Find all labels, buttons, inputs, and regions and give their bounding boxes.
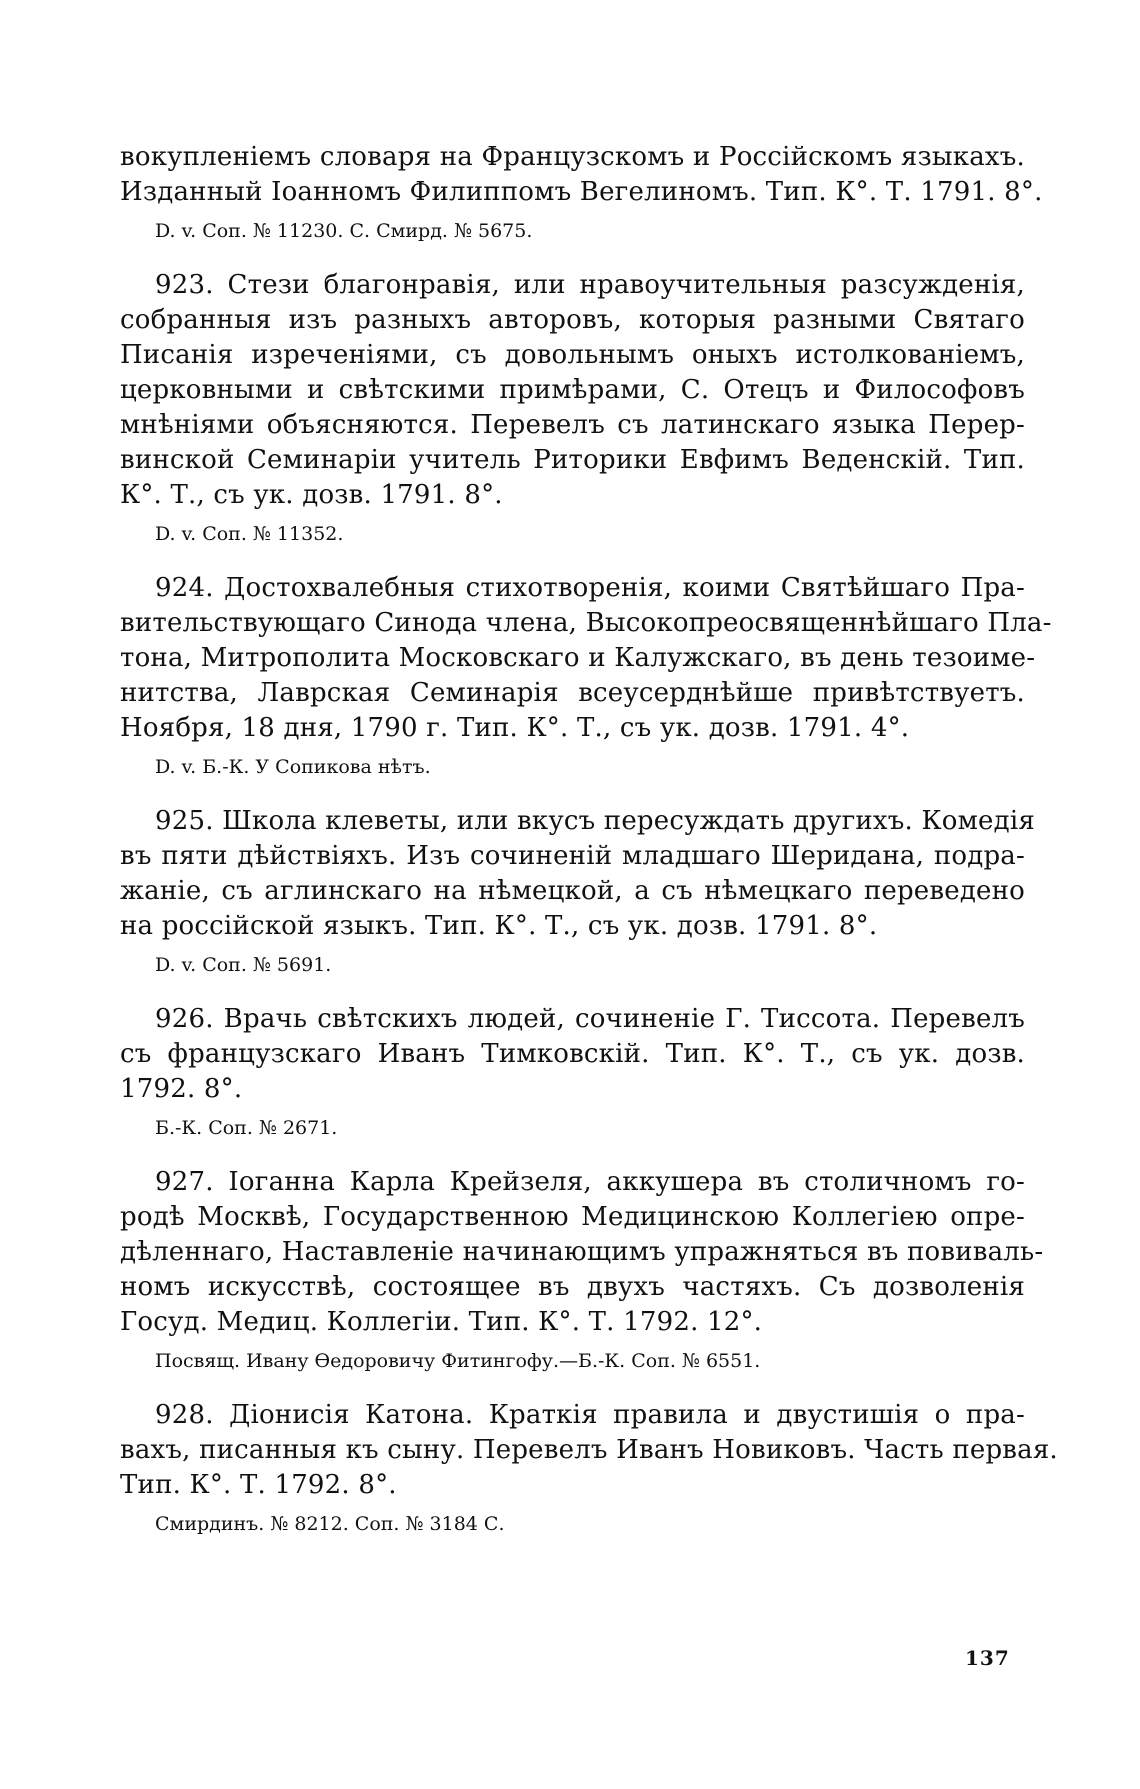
entry-924	[120, 571, 1052, 780]
text-line: жаніе, съ аглинскаго на нѣмецкой, а съ нѣмецкаго переведено	[120, 876, 1025, 906]
page-number: 137	[965, 1646, 1010, 1670]
text-line: родѣ Москвѣ, Государственною Медицинскою Коллегіею опре-	[120, 1202, 1025, 1232]
entry-note: D. v. Соп. № 5691.	[155, 954, 332, 976]
text-line: Ноября, 18 дня, 1790 г. Тип. К°. Т., съ ук. дозв. 1791. 4°.	[120, 713, 910, 743]
text-line: Тип. К°. Т. 1792. 8°.	[120, 1470, 397, 1500]
entry-note: D. v. Соп. № 11352.	[155, 523, 344, 545]
text-line: съ французскаго Иванъ Тимковскій. Тип. К°. Т., съ ук. дозв.	[120, 1039, 1025, 1069]
entry-note: Б.-К. Соп. № 2671.	[155, 1117, 338, 1139]
entry-heading-line: 924. Достохвалебныя стихотворенія, коими Святѣйшаго Пра-	[155, 573, 1025, 603]
text-line: Изданный Іоанномъ Филиппомъ Вегелиномъ. Тип. К°. Т. 1791. 8°.	[120, 177, 1043, 207]
text-line: вахъ, писанныя къ сыну. Перевелъ Иванъ Новиковъ. Часть первая.	[120, 1435, 1058, 1465]
entry-heading-line: 926. Врачь свѣтскихъ людей, сочиненіе Г. Тиссота. Перевелъ	[155, 1004, 1025, 1034]
entry-note: Смирдинъ. № 8212. Соп. № 3184 С.	[155, 1513, 505, 1535]
entry-heading-line: 923. Стези благонравія, или нравоучительныя разсужденія,	[155, 270, 1025, 300]
text-line: дѣленнаго, Наставленіе начинающимъ упражняться въ повиваль-	[120, 1237, 1044, 1267]
entry-923	[120, 268, 1025, 547]
entry-926	[120, 1002, 1025, 1141]
entry-note: Посвящ. Ивану Өедоровичу Фитингофу.—Б.-К. Соп. № 6551.	[155, 1350, 761, 1372]
text-line: номъ искусствѣ, состоящее въ двухъ частяхъ. Съ дозволенія	[120, 1272, 1025, 1302]
page-body	[120, 140, 1058, 1561]
text-line: нитства, Лаврская Семинарія всеусерднѣйше привѣтствуетъ.	[120, 678, 1025, 708]
entry-heading-line: 928. Діонисія Катона. Краткія правила и двустишія о пра-	[155, 1400, 1025, 1430]
entry-heading-line: 925. Школа клеветы, или вкусъ пересуждать другихъ. Комедія	[155, 806, 1035, 836]
entry-928	[120, 1398, 1058, 1537]
entry-925	[120, 804, 1035, 978]
entry-note: D. v. Б.-К. У Сопикова нѣтъ.	[155, 756, 431, 778]
text-line: К°. Т., съ ук. дозв. 1791. 8°.	[120, 480, 503, 510]
text-line: Госуд. Медиц. Коллегіи. Тип. К°. Т. 1792. 12°.	[120, 1307, 763, 1337]
entry-intro	[120, 140, 1043, 244]
entry-note: D. v. Соп. № 11230. С. Смирд. № 5675.	[155, 220, 533, 242]
text-line: тона, Митрополита Московскаго и Калужскаго, въ день тезоиме-	[120, 643, 1036, 673]
text-line: Писанія изреченіями, съ довольнымъ оныхъ истолкованіемъ,	[120, 340, 1025, 370]
text-line: вокупленіемъ словаря на Французскомъ и Россійскомъ языкахъ.	[120, 142, 1025, 172]
text-line: собранныя изъ разныхъ авторовъ, которыя разными Святаго	[120, 305, 1025, 335]
text-line: 1792. 8°.	[120, 1074, 243, 1104]
text-line: вительствующаго Синода члена, Высокопреосвященнѣйшаго Пла-	[120, 608, 1052, 638]
entry-heading-line: 927. Іоганна Карла Крейзеля, аккушера въ столичномъ го-	[155, 1167, 1025, 1197]
text-line: винской Семинаріи учитель Риторики Евфимъ Веденскій. Тип.	[120, 445, 1025, 475]
text-line: на россійской языкъ. Тип. К°. Т., съ ук. дозв. 1791. 8°.	[120, 911, 878, 941]
entry-927	[120, 1165, 1044, 1374]
text-line: церковными и свѣтскими примѣрами, С. Отецъ и Философовъ	[120, 375, 1025, 405]
text-line: мнѣніями объясняются. Перевелъ съ латинскаго языка Перер-	[120, 410, 1025, 440]
text-line: въ пяти дѣйствіяхъ. Изъ сочиненій младшаго Шеридана, подра-	[120, 841, 1025, 871]
